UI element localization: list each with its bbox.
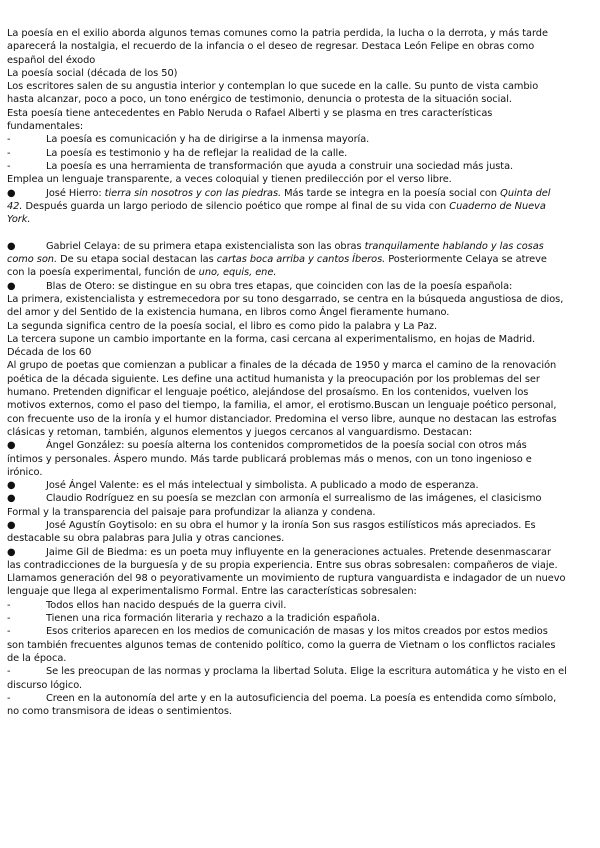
text-line: son también frecuentes algunos temas de contenido político, como la guerra de Vietnam o los conflictos raciales (7, 639, 556, 651)
text-line: con frecuente uso de la ironía y el humor distanciador. Predomina el verso libre, aunque no destacan las estrofas (7, 413, 557, 425)
text-line: hasta alcanzar, poco a poco, un tono enérgico de testimonio, denuncia o protesta de la situación social. (7, 94, 512, 106)
list-item: ● José Hierro: tierra sin nosotros y con las piedras. Más tarde se integra en la poesía social con Quinta del (7, 187, 551, 199)
text-line: Formal y la transparencia del paisaje para profundizar la alianza y condena. (7, 506, 376, 518)
text-line: del amor y del Sentido de la existencia humana, en libros como Ángel fieramente humano. (7, 307, 450, 319)
dash-marker: - (7, 666, 11, 678)
section-heading: Década de los 60 (7, 347, 92, 359)
document-body (7, 27, 587, 718)
text-line: Al grupo de poetas que comienzan a publicar a finales de la década de 1950 y marca el camino de la renovación (7, 360, 557, 372)
text-line: aparecerá la nostalgia, el recuerdo de la infancia o el deseo de regresar. Destaca León Felipe en obras como (7, 41, 535, 53)
text-line: español del éxodo (7, 54, 96, 66)
text-line: clásicas y retoman, también, algunos elementos y juegos cercanos al vanguardismo. Destacan: (7, 426, 473, 438)
dash-marker: - (7, 134, 11, 146)
text-line: con la poesía experimental, función de uno, equis, ene. (7, 267, 277, 279)
text-line: destacable su obra palabras para Julia y otras canciones. (7, 533, 285, 545)
text-line: Esta poesía tiene antecedentes en Pablo Neruda o Rafael Alberti y se plasma en tres características (7, 107, 493, 119)
list-item: - Se les preocupan de las normas y proclama la libertad Soluta. Elige la escritura automática y he visto en el (7, 666, 567, 678)
list-item: - Tienen una rica formación literaria y rechazo a la tradición española. (7, 613, 380, 625)
list-item: ● Ángel González: su poesía alterna los contenidos comprometidos de la poesía social con otros más (7, 440, 527, 452)
bullet-marker: ● (7, 519, 16, 531)
list-item: - La poesía es comunicación y ha de dirigirse a la inmensa mayoría. (7, 134, 370, 146)
text-line: las contradicciones de la burguesía y de su propia experiencia. Entre sus obras sobresalen: compañeros de viaje. (7, 559, 558, 571)
text-line: no como transmisora de ideas o sentimientos. (7, 706, 232, 718)
bullet-marker: ● (7, 493, 16, 505)
blank-line (7, 226, 587, 239)
list-item: ● José Ángel Valente: es el más intelectual y simbolista. A publicado a modo de esperanza. (7, 480, 479, 492)
list-item: - Creen en la autonomía del arte y en la autosuficiencia del poema. La poesía es entendida como símbolo, (7, 692, 557, 704)
text-line: humano. Pretenden dignificar el lenguaje poético, alejándose del prosaísmo. En los contenidos, vuelven los (7, 387, 529, 399)
bullet-marker: ● (7, 440, 16, 452)
dash-marker: - (7, 626, 11, 638)
list-item: - La poesía es testimonio y ha de reflejar la realidad de la calle. (7, 147, 348, 159)
dash-marker: - (7, 147, 11, 159)
dash-marker: - (7, 160, 11, 172)
dash-marker: - (7, 599, 11, 611)
text-line: lenguaje que llega al experimentalismo Formal. Entre las características sobresalen: (7, 586, 417, 598)
dash-marker: - (7, 613, 11, 625)
bullet-marker: ● (7, 187, 16, 199)
list-item: ● Jaime Gil de Biedma: es un poeta muy influyente en la generaciones actuales. Pretende desenmascarar (7, 546, 551, 558)
text-line: fundamentales: (7, 121, 84, 133)
text-line: La primera, existencialista y estremecedora por su tono desgarrado, se centra en la búsqueda angustiosa de dios, (7, 293, 564, 305)
text-line: Llamamos generación del 98 o peyorativamente un movimiento de ruptura vanguardista e indagador de un nuevo (7, 573, 566, 585)
bullet-marker: ● (7, 240, 16, 252)
list-item: ● Gabriel Celaya: de su primera etapa existencialista son las obras tranquilamente hablando y las cosas (7, 240, 544, 252)
bullet-marker: ● (7, 280, 16, 292)
text-line: 42. Después guarda un largo periodo de silencio poético que rompe al final de su vida con Cuaderno de Nueva (7, 200, 546, 212)
bullet-marker: ● (7, 480, 16, 492)
text-line: de la época. (7, 652, 67, 664)
dash-marker: - (7, 692, 11, 704)
bullet-marker: ● (7, 546, 16, 558)
text-line: como son. De su etapa social destacan las cartas boca arriba y cantos Íberos. Posteriormente Celaya se atreve (7, 254, 547, 266)
list-item: ● José Agustín Goytisolo: en su obra el humor y la ironía Son sus rasgos estilísticos más apreciados. Es (7, 519, 536, 531)
text-line: íntimos y personales. Áspero mundo. Más tarde publicará problemas más o menos, con un tono ingenioso e (7, 453, 532, 465)
text-line: La tercera supone un cambio importante en la forma, casi cercana al experimentalismo, en hojas de Madrid. (7, 333, 536, 345)
text-line: poética de la década siguiente. Les define una actitud humanista y la preocupación por los problemas del ser (7, 373, 540, 385)
text-line: irónico. (7, 466, 43, 478)
text-line: Los escritores salen de su angustia interior y contemplan lo que sucede en la calle. Su punto de vista cambio (7, 81, 539, 93)
list-item: - Esos criterios aparecen en los medios de comunicación de masas y los mitos creados por estos medios (7, 626, 548, 638)
text-line: La poesía en el exilio aborda algunos temas comunes como la patria perdida, la lucha o la derrota, y más tarde (7, 28, 548, 39)
list-item: - Todos ellos han nacido después de la guerra civil. (7, 599, 287, 611)
text-line: York. (7, 214, 31, 226)
text-line: motivos externos, como el paso del tiempo, la familia, el amor, el erotismo.Buscan un lenguaje poético personal, (7, 400, 557, 412)
text-line: discurso lógico. (7, 679, 83, 691)
section-heading: La poesía social (década de los 50) (7, 67, 178, 79)
list-item: - La poesía es una herramienta de transformación que ayuda a construir una sociedad más justa. (7, 160, 514, 172)
text-line: La segunda significa centro de la poesía social, el libro es como pido la palabra y La Paz. (7, 320, 438, 332)
list-item: ● Blas de Otero: se distingue en su obra tres etapas, que coinciden con las de la poesía española: (7, 280, 513, 292)
text-line: Emplea un lenguaje transparente, a veces coloquial y tienen predilección por el verso libre. (7, 174, 452, 186)
list-item: ● Claudio Rodríguez en su poesía se mezclan con armonía el surrealismo de las imágenes, el clasicismo (7, 493, 542, 505)
